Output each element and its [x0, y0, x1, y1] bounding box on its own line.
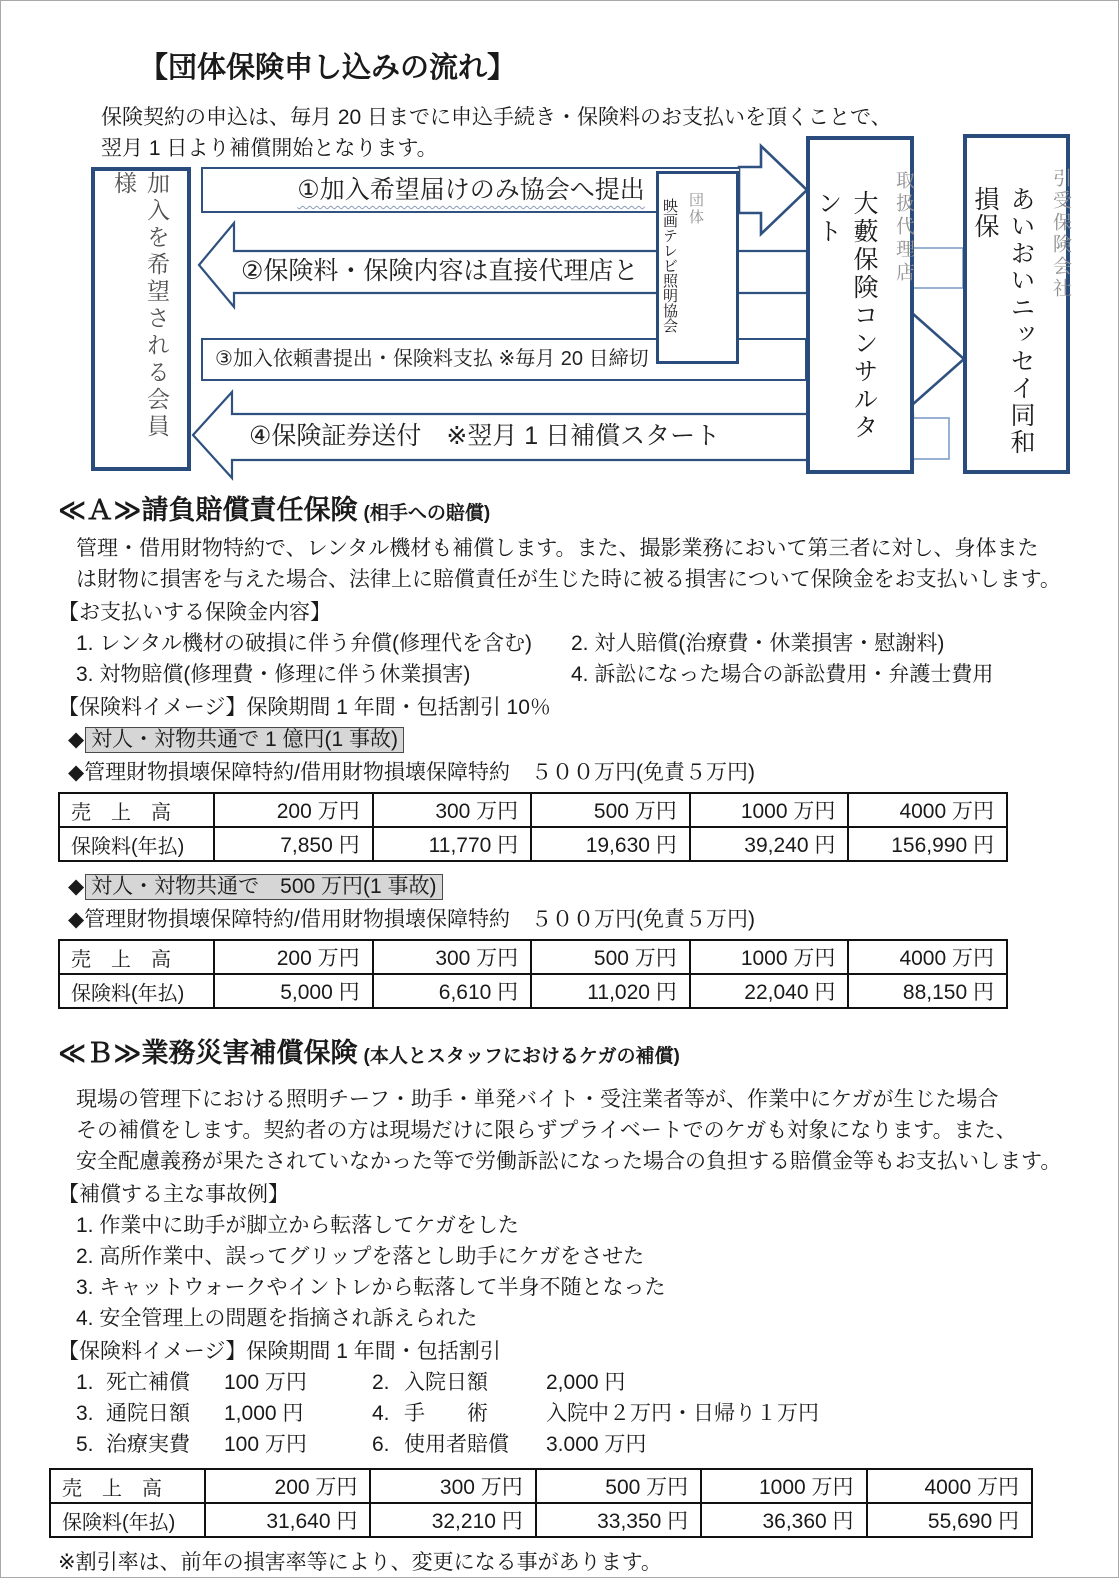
section-b-title: 業務災害補償保険: [141, 1038, 358, 1068]
section-a-desc-line2: は財物に損害を与えた場合、法律上に賠償責任が生じた時に被る損害について保険金をお支払いします。: [76, 568, 1061, 591]
premium-cell: 7,850 円: [214, 827, 373, 861]
sales-cell: 4000 万円: [848, 940, 1007, 974]
step1-right-arrow-icon: [739, 146, 807, 234]
benefit-label: 通院日額: [106, 1402, 190, 1425]
section-b-desc-line2: その補償をします。契約者の方は現場だけに限らずプライベートでのケガも対象になります。また、: [76, 1119, 1017, 1142]
benefit-value: 入院中２万円・日帰り１万円: [546, 1402, 819, 1425]
sales-header-cell: 売 上 高: [59, 940, 214, 974]
table-row: [59, 793, 1007, 827]
premium-header-cell: 保険料(年払): [50, 1503, 205, 1537]
insurer-box-text: [967, 138, 1088, 470]
insurer-role: 引受保険会社: [1050, 168, 1071, 300]
premium-header-cell: 保険料(年払): [59, 974, 214, 1008]
premium-cell: 33,350 円: [536, 1503, 701, 1537]
sales-cell: 500 万円: [531, 793, 690, 827]
benefit-no: 5.: [76, 1433, 94, 1456]
plan1-rider-note: ◆管理財物損壊保障特約/借用財物損壊保障特約 ５００万円(免責５万円): [68, 761, 755, 784]
page-title: 【団体保険申し込みの流れ】: [139, 52, 517, 84]
sales-header-cell: 売 上 高: [59, 793, 214, 827]
benefit-value: 1,000 円: [224, 1402, 304, 1425]
section-b-note: (本人とスタッフにおけるケガの補償): [363, 1046, 680, 1067]
premium-cell: 36,360 円: [701, 1503, 866, 1537]
accident-example: 2. 高所作業中、誤ってグリップを落とし助手にケガをさせた: [76, 1245, 645, 1268]
premium-cell: 5,000 円: [214, 974, 373, 1008]
insurer-box: [963, 134, 1070, 474]
agency-box: [806, 136, 914, 474]
insurer-name: あいおいニッセイ同和損保: [971, 186, 1035, 456]
plan1-limit-highlight: 対人・対物共通で 1 億円(1 事故): [85, 727, 404, 753]
premium-header-cell: 保険料(年払): [59, 827, 214, 861]
premium-cell: 32,210 円: [370, 1503, 535, 1537]
benefit-no: 4.: [372, 1402, 390, 1425]
benefit-no: 2.: [372, 1371, 390, 1394]
sales-cell: 300 万円: [373, 940, 532, 974]
table-row: [59, 940, 1007, 974]
section-a-desc-line1: 管理・借用財物特約で、レンタル機材も補償します。また、撮影業務において第三者に対し、身体また: [76, 537, 1039, 560]
benefit-no: 1.: [76, 1371, 94, 1394]
plan1-premium-table: [58, 792, 1008, 862]
sales-cell: 500 万円: [531, 940, 690, 974]
examples-title: 【補償する主な事故例】: [58, 1183, 289, 1206]
sales-header-cell: 売 上 高: [50, 1469, 205, 1503]
sales-cell: 500 万円: [536, 1469, 701, 1503]
accident-example: 3. キャットウォークやイントレから転落して半身不随となった: [76, 1276, 666, 1299]
plan2-limit-highlight: 対人・対物共通で 500 万円(1 事故): [85, 874, 442, 900]
benefit-no: 3.: [76, 1402, 94, 1425]
sales-cell: 1000 万円: [690, 940, 849, 974]
benefit-label: 入院日額: [404, 1371, 488, 1394]
section-a-heading: [58, 488, 1064, 527]
plan2-rider-note: ◆管理財物損壊保障特約/借用財物損壊保障特約 ５００万円(免責５万円): [68, 908, 755, 931]
payout-list: [58, 628, 1064, 690]
benefit-label: 死亡補償: [106, 1371, 190, 1394]
table-row: [50, 1469, 1032, 1503]
flow-step3-box: ③加入依頼書提出・保険料支払 ※毎月 20 日締切: [201, 338, 807, 381]
section-b-desc-line1: 現場の管理下における照明チーフ・助手・単発バイト・受注業者等が、作業中にケガが生じた場合: [76, 1088, 999, 1111]
sales-cell: 300 万円: [370, 1469, 535, 1503]
premium-cell: 19,630 円: [531, 827, 690, 861]
section-a-title: 請負賠償責任保険: [141, 495, 358, 525]
sales-cell: 4000 万円: [867, 1469, 1032, 1503]
plan1-limit-line: [68, 725, 1064, 755]
benefit-value: 100 万円: [224, 1371, 307, 1394]
flow-step1-label: ①加入希望届けのみ協会へ提出: [297, 176, 645, 204]
diamond-bullet-icon: ◆: [68, 728, 85, 751]
accident-example: 1. 作業中に助手が脚立から転落してケガをした: [76, 1214, 519, 1237]
association-role: 団体: [687, 192, 704, 226]
premium-cell: 31,640 円: [205, 1503, 370, 1537]
payout-item: 2. 対人賠償(治療費・休業損害・慰謝料): [571, 632, 945, 655]
intro-text-line1: 保険契約の申込は、毎月 20 日までに申込手続き・保険料のお支払いを頂くことで、: [101, 106, 892, 129]
payout-item: 4. 訴訟になった場合の訴訟費用・弁護士費用: [571, 663, 994, 686]
association-box: [656, 171, 739, 364]
diamond-bullet-icon: ◆: [68, 875, 85, 898]
flow-step4-label: ④保険証券送付 ※翌月 1 日補償スタート: [249, 422, 721, 450]
table-row: [59, 974, 1007, 1008]
application-flow-diagram: [1, 1, 1119, 488]
intro-text-line2: 翌月 1 日より補償開始となります。: [101, 137, 438, 160]
document-body: [58, 488, 1064, 1578]
premium-cell: 39,240 円: [690, 827, 849, 861]
member-box-label: 加入を希望される会員様: [111, 171, 170, 441]
sales-cell: 4000 万円: [848, 793, 1007, 827]
member-box: [91, 167, 191, 471]
sales-cell: 300 万円: [373, 793, 532, 827]
payout-title: 【お支払いする保険金内容】: [58, 601, 331, 624]
benefit-label: 使用者賠償: [404, 1433, 509, 1456]
payout-item: 1. レンタル機材の破損に伴う弁償(修理代を含む): [76, 632, 532, 655]
sales-cell: 1000 万円: [701, 1469, 866, 1503]
benefit-list: [58, 1367, 1064, 1460]
accident-example: 4. 安全管理上の問題を指摘され訴えられた: [76, 1307, 478, 1330]
section-a-premium-title: 【保険料イメージ】保険期間 1 年間・包括割引 10％: [58, 696, 551, 719]
association-box-text: [659, 174, 720, 361]
premium-cell: 6,610 円: [373, 974, 532, 1008]
association-name: 映画テレビ照明協会: [661, 198, 678, 333]
sales-cell: 1000 万円: [690, 793, 849, 827]
benefit-label: 治療実費: [106, 1433, 190, 1456]
flow-step2-label: ②保険料・保険内容は直接代理店と: [241, 257, 639, 285]
premium-cell: 88,150 円: [848, 974, 1007, 1008]
premium-cell: 156,990 円: [848, 827, 1007, 861]
section-b-premium-title: 【保険料イメージ】保険期間 1 年間・包括割引: [58, 1340, 501, 1363]
plan2-limit-line: [68, 872, 1064, 902]
premium-cell: 22,040 円: [690, 974, 849, 1008]
sales-cell: 200 万円: [205, 1469, 370, 1503]
sales-cell: 200 万円: [214, 793, 373, 827]
plan2-premium-table: [58, 939, 1008, 1009]
premium-cell: 11,020 円: [531, 974, 690, 1008]
section-b-heading: [58, 1031, 1064, 1070]
agency-role: 取扱代理店: [893, 170, 914, 285]
section-a-note: (相手への賠償): [363, 503, 491, 524]
benefit-value: 2,000 円: [546, 1371, 626, 1394]
table-row: [59, 827, 1007, 861]
benefit-no: 6.: [372, 1433, 390, 1456]
agency-name: 大藪保険コンサルタント: [814, 190, 878, 442]
benefit-value: 3.000 万円: [546, 1433, 647, 1456]
section-b-desc-line3: 安全配慮義務が果たされていなかった等で労働訴訟になった場合の負担する賠償金等もお支払いします。: [76, 1150, 1062, 1173]
table-row: [50, 1503, 1032, 1537]
benefit-value: 100 万円: [224, 1433, 307, 1456]
section-a-prefix: ≪Ａ≫: [58, 495, 142, 525]
premium-cell: 11,770 円: [373, 827, 532, 861]
payout-item: 3. 対物賠償(修理費・修理に伴う休業損害): [76, 663, 471, 686]
section-b-prefix: ≪Ｂ≫: [58, 1038, 142, 1068]
premium-cell: 55,690 円: [867, 1503, 1032, 1537]
benefit-label: 手 術: [404, 1402, 488, 1425]
discount-footnote: ※割引率は、前年の損害率等により、変更になる事があります。: [58, 1551, 662, 1574]
agency-box-text: [810, 140, 933, 470]
sales-cell: 200 万円: [214, 940, 373, 974]
section-b-premium-table: [49, 1468, 1033, 1538]
